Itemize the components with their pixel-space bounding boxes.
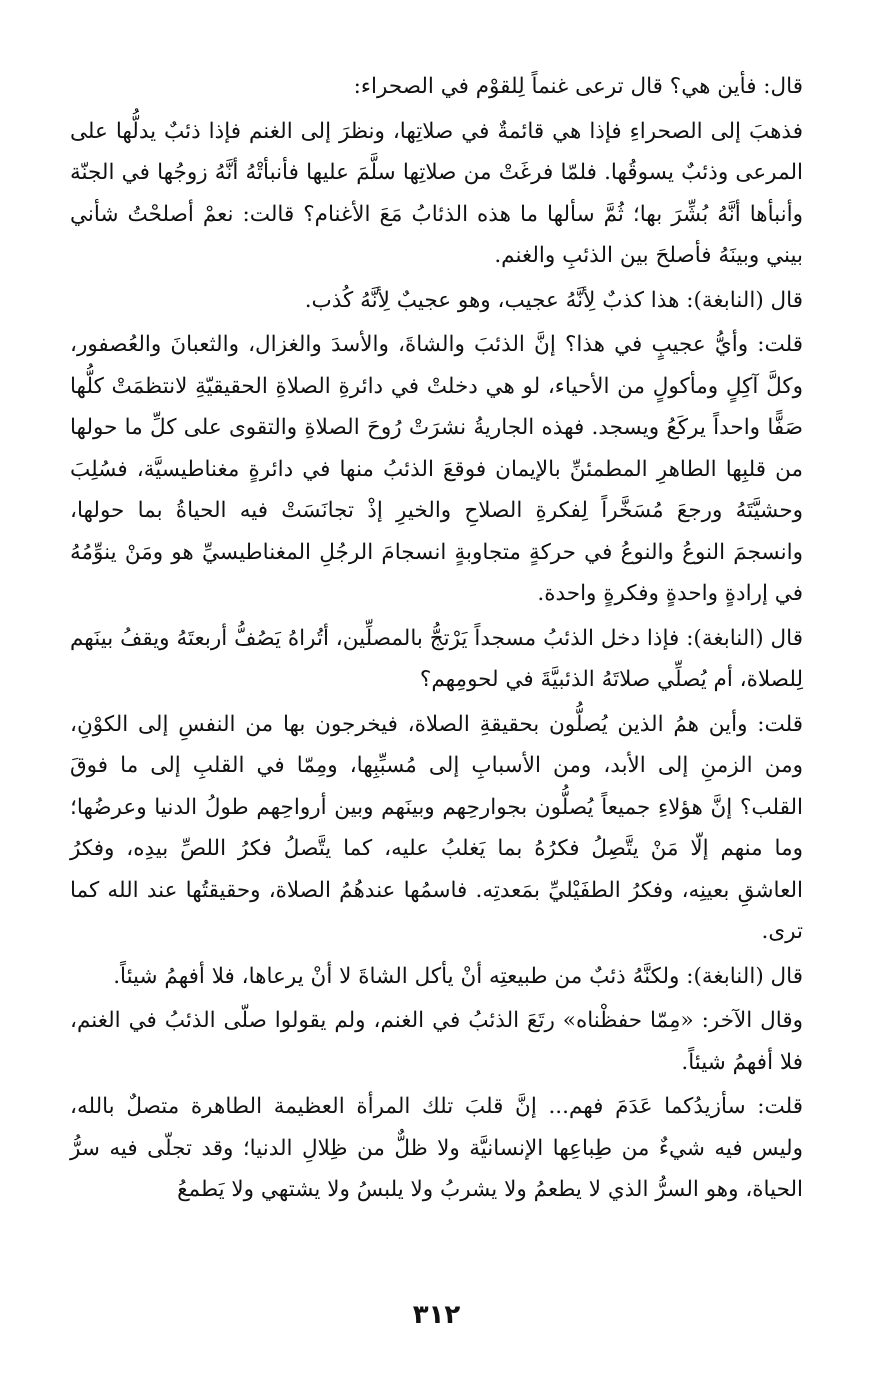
paragraph-6: قلت: وأين همُ الذين يُصلُّون بحقيقةِ الصلاة، فيخرجون بها من النفسِ إلى الكوْنِ، ومن الزمنِ إلى الأبد، ومن الأسبابِ إلى مُسبِّبِها، ومِمّا في القلبِ إلى ما فوقَ القلب؟ إنَّ هؤلاءِ جميعاً يُصلُّون بجوارحِهم وبينَهم وبين أرواحِهم طولُ الدنيا وعرضُها؛ وما منهم إلّا مَنْ يتَّصِلُ فكرُهُ بما يَغلبُ عليه، كما يتَّصلُ فكرُ اللصِّ بيدِه، وفكرُ العاشقِ بعينِه، وفكرُ الطفَيْليِّ بمَعدتِه. فاسمُها عندهُمُ الصلاة، وحقيقتُها عند الله كما ترى. xyxy=(70,711,803,944)
paragraph-2: فذهبَ إلى الصحراءِ فإذا هي قائمةٌ في صلاتِها، ونظرَ إلى الغنم فإذا ذئبٌ يدلُّها على المرعى وذئبٌ يسوقُها. فلمّا فرغَتْ من صلاتِها سلَّمَ عليها فأنبأتْهُ أنَّهُ زوجُها في الجنّة وأنبأها أنَّهُ بُشِّرَ بها؛ ثُمَّ سألها ما هذه الذئابُ مَعَ الأغنام؟ قالت: نعمْ أصلحْتُ شأني بيني وبينَهُ فأصلحَ بين الذئبِ والغنم. xyxy=(70,118,803,268)
paragraph-7: قال (النابغة): ولكنَّهُ ذئبٌ من طبيعتِه أنْ يأكل الشاةَ لا أنْ يرعاها، فلا أفهمُ شيئاً. xyxy=(113,963,803,989)
paragraph-5: قال (النابغة): فإذا دخل الذئبُ مسجداً يَرْتجُّ بالمصلِّين، أتُراهُ يَصُفُّ أربعتَهُ ويقفُ بينَهم لِلصلاة، أم يُصلِّي صلاتَهُ الذئبيَّةَ في لحومِهم؟ xyxy=(70,625,803,692)
body-text xyxy=(70,66,803,1214)
paragraph-8: وقال الآخر: «مِمّا حفظْناه» رتَعَ الذئبُ في الغنم، ولم يقولوا صلّى الذئبُ في الغنم، فلا أفهمُ شيئاً. xyxy=(70,1008,803,1075)
paragraph-1: قال: فأين هي؟ قال ترعى غنماً لِلقوْم في الصحراء: xyxy=(353,74,803,99)
page-number: ٣١٢ xyxy=(412,1300,461,1330)
paragraph-4: قلت: وأيُّ عجيبٍ في هذا؟ إنَّ الذئبَ والشاةَ، والأسدَ والغزال، والثعبانَ والعُصفور، وكلَّ آكِلٍ ومأكولٍ من الأحياء، لو هي دخلتْ في دائرةِ الصلاةِ الحقيقيّةِ لانتظمَتْ كلُّها صَفًّا واحداً يركَعُ ويسجد. فهذه الجاريةُ نشرَتْ رُوحَ الصلاةِ والتقوى على كلِّ ما حولها من قلبِها الطاهرِ المطمئنِّ بالإيمان فوقعَ الذئبُ منها في دائرةٍ مغناطيسيَّة، فسُلِبَ وحشيَّتَهُ ورجعَ مُسَخَّراً لِفكرةِ الصلاحِ والخيرِ إذْ تجانَسَتْ فيه الحياةُ بما حولها، وانسجمَ النوعُ والنوعُ في حركةٍ متجاوبةٍ انسجامَ الرجُلِ المغناطيسيِّ هو ومَنْ ينوِّمُهُ في إرادةٍ واحدةٍ وفكرةٍ واحدة. xyxy=(70,332,803,606)
paragraph-9: قلت: سأزيدُكما عَدَمَ فهم... إنَّ قلبَ تلك المرأة العظيمة الطاهرة متصلٌ بالله، وليس فيه شيءٌ من طِباعِها الإنسانيَّة ولا ظلٌّ من ظِلالِ الدنيا؛ وقد تجلّى فيه سرُّ الحياة، وهو السرُّ الذي لا يطعمُ ولا يشربُ ولا يلبسُ ولا يشتهي ولا يَطمعُ xyxy=(70,1094,803,1202)
paragraph-3: قال (النابغة): هذا كذبٌ لِأنَّهُ عجيب، وهو عجيبٌ لِأنَّهُ كُذب. xyxy=(304,287,803,313)
